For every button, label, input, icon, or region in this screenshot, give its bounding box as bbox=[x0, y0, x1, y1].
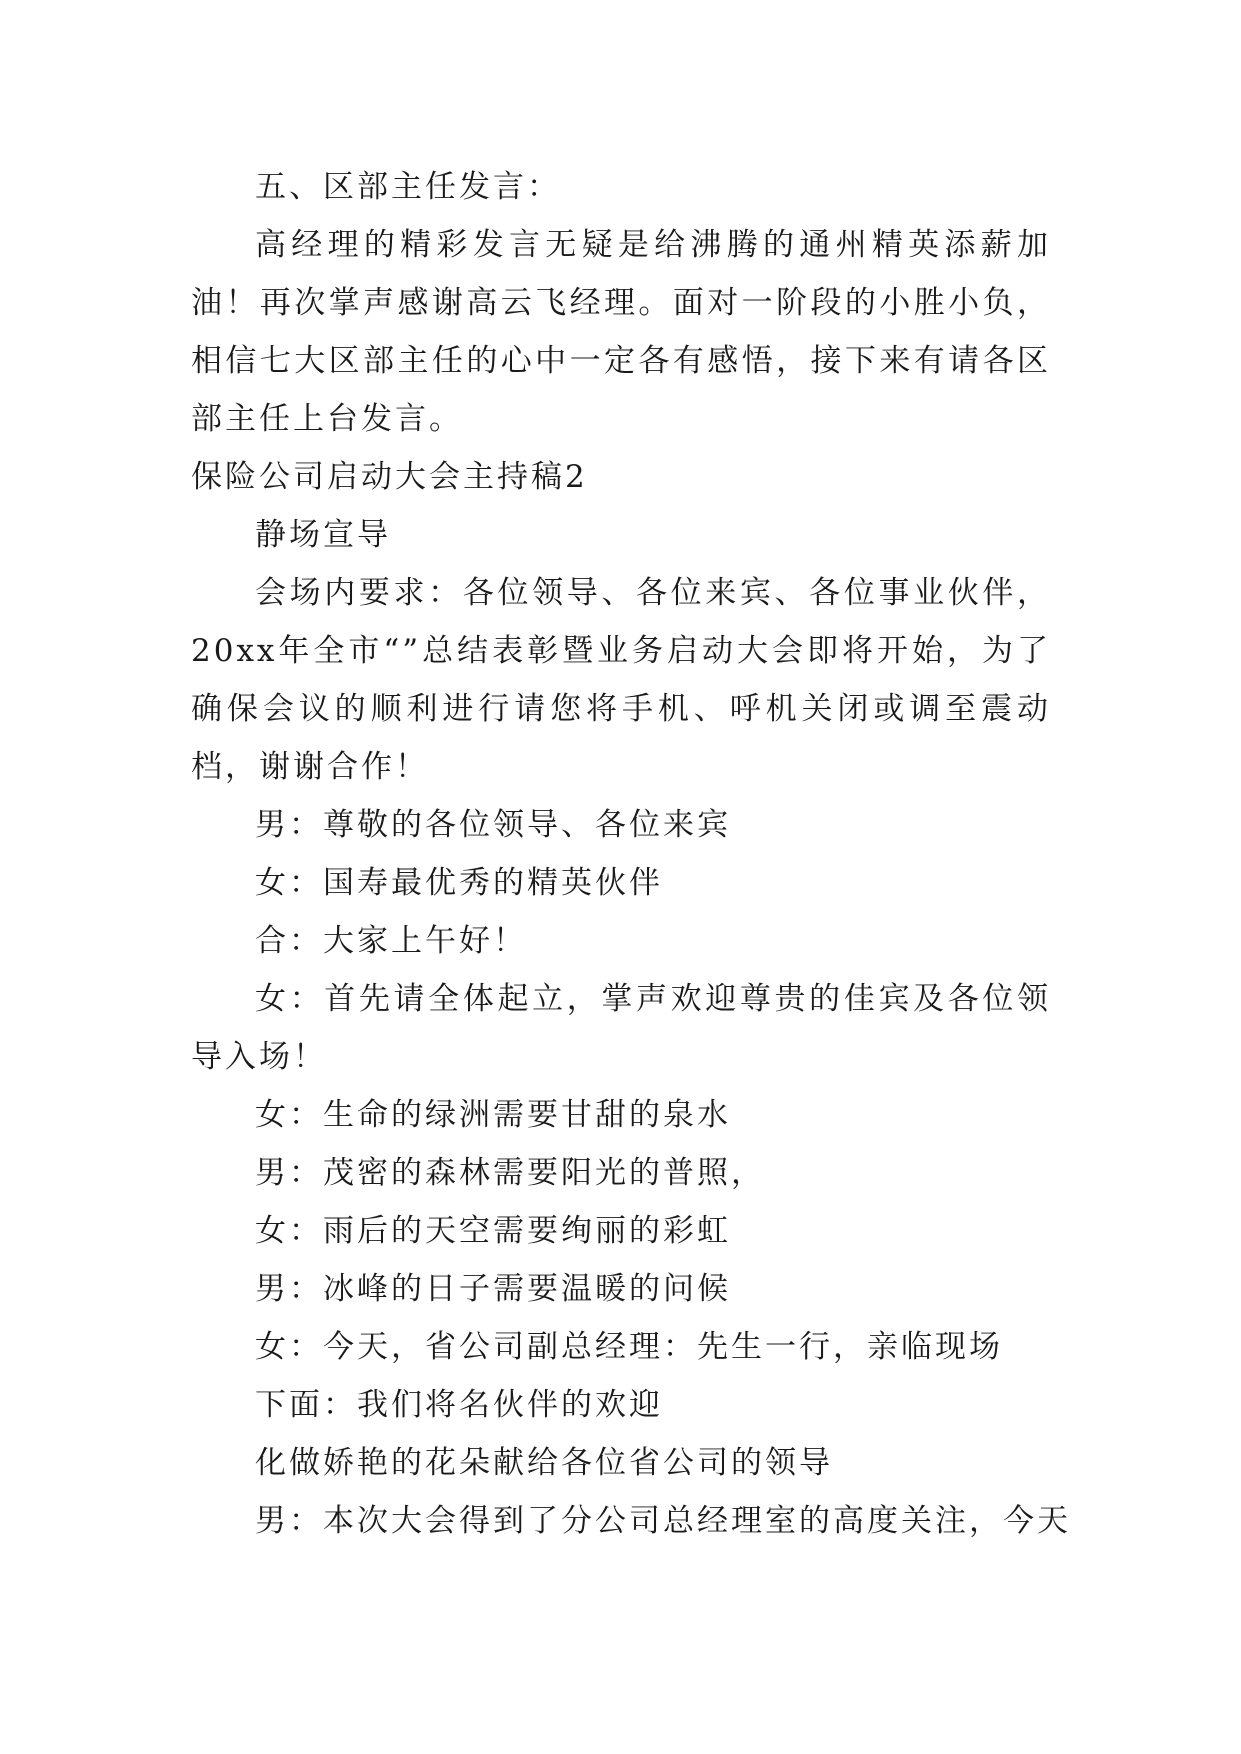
document-title: 保险公司启动大会主持稿2 bbox=[191, 459, 588, 495]
dialogue-line: 女：首先请全体起立，掌声欢迎尊贵的佳宾及各位领导入场！ bbox=[191, 981, 1051, 1075]
dialogue-line: 化做娇艳的花朵献给各位省公司的领导 bbox=[255, 1445, 833, 1481]
document-body bbox=[191, 158, 1071, 1550]
section-heading-speech: 五、区部主任发言： bbox=[255, 169, 561, 205]
dialogue-line: 女：国寿最优秀的精英伙伴 bbox=[255, 865, 663, 901]
dialogue-line: 男：本次大会得到了分公司总经理室的高度关注，今天 bbox=[255, 1503, 1071, 1539]
dialogue-line: 女：今天，省公司副总经理：先生一行，亲临现场 bbox=[255, 1329, 1003, 1365]
paragraph: 高经理的精彩发言无疑是给沸腾的通州精英添薪加油！再次掌声感谢高云飞经理。面对一阶段的小胜小负，相信七大区部主任的心中一定各有感悟，接下来有请各区部主任上台发言。 bbox=[191, 227, 1051, 437]
paragraph: 静场宣导 bbox=[255, 517, 391, 553]
dialogue-line: 男：茂密的森林需要阳光的普照， bbox=[255, 1155, 765, 1191]
dialogue-line: 女：生命的绿洲需要甘甜的泉水 bbox=[255, 1097, 731, 1133]
dialogue-line: 下面：我们将名伙伴的欢迎 bbox=[255, 1387, 663, 1423]
dialogue-line: 男：冰峰的日子需要温暖的问候 bbox=[255, 1271, 731, 1307]
dialogue-line: 女：雨后的天空需要绚丽的彩虹 bbox=[255, 1213, 731, 1249]
paragraph: 会场内要求：各位领导、各位来宾、各位事业伙伴，20xx年全市“”总结表彰暨业务启动大会即将开始，为了确保会议的顺利进行请您将手机、呼机关闭或调至震动档，谢谢合作！ bbox=[191, 575, 1051, 785]
dialogue-line: 合：大家上午好！ bbox=[255, 923, 527, 959]
dialogue-line: 男：尊敬的各位领导、各位来宾 bbox=[255, 807, 731, 843]
